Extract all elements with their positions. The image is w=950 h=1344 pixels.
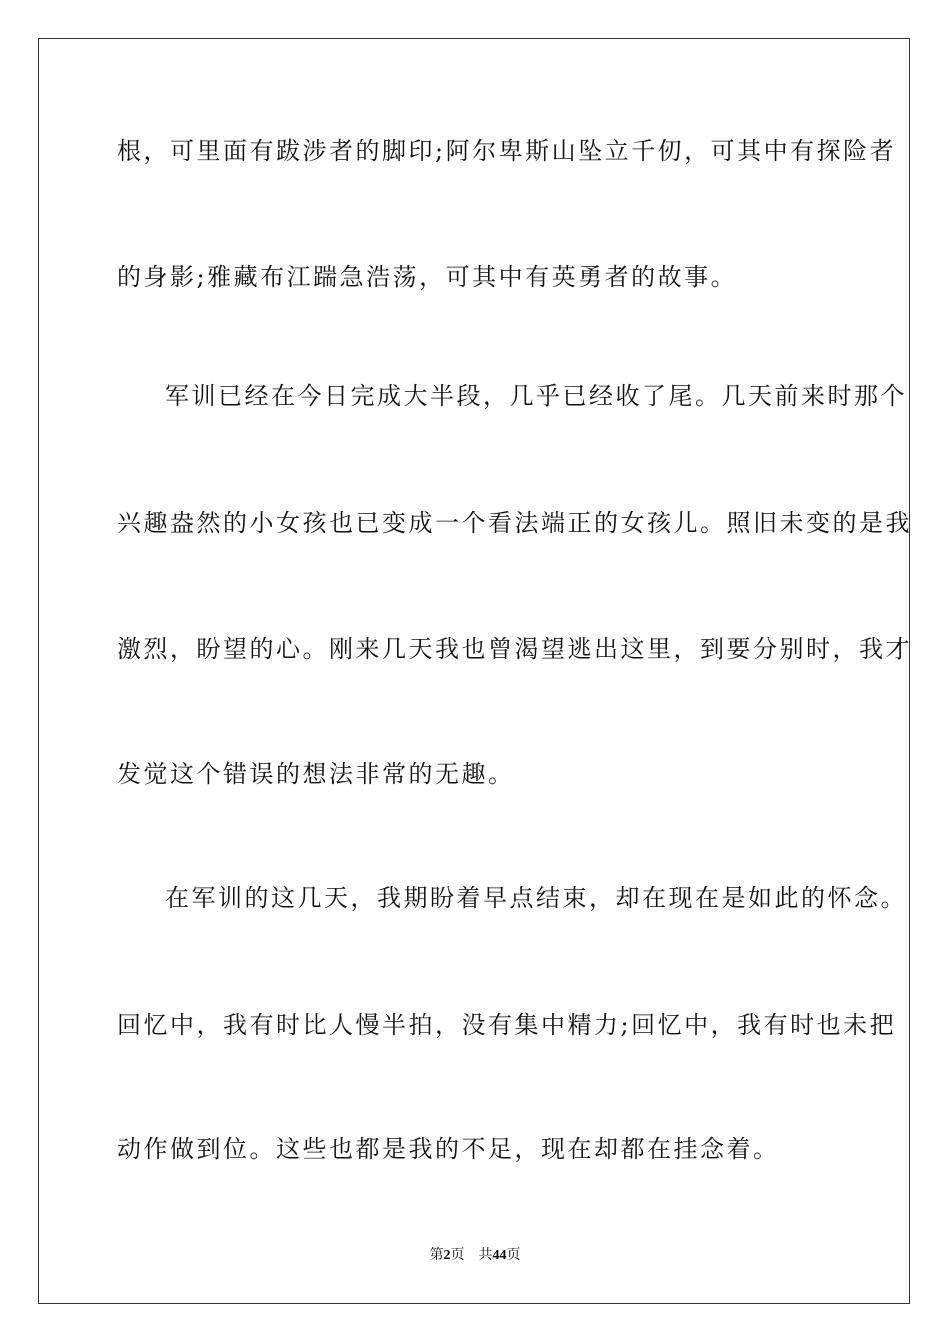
page-border <box>38 38 910 1304</box>
total-pages: 44 <box>492 1248 507 1263</box>
text-line-9: 动作做到位。这些也都是我的不足，现在却都在挂念着。 <box>117 1135 780 1163</box>
total-suffix: 页 <box>506 1248 521 1263</box>
text-line-7: 在军训的这几天，我期盼着早点结束，却在现在是如此的怀念。 <box>165 884 907 912</box>
total-prefix: 共 <box>478 1248 493 1263</box>
text-line-4: 兴趣盎然的小女孩也已变成一个看法端正的女孩儿。照旧未变的是我 <box>117 509 912 537</box>
page-footer <box>0 1247 950 1265</box>
page-prefix: 第 <box>429 1248 444 1263</box>
page-number: 2 <box>443 1248 451 1263</box>
text-line-6: 发觉这个错误的想法非常的无趣。 <box>117 760 515 788</box>
text-line-5: 激烈，盼望的心。刚来几天我也曾渴望逃出这里，到要分别时，我才 <box>117 635 912 663</box>
text-line-1: 根，可里面有跋涉者的脚印;阿尔卑斯山坠立千仞，可其中有探险者 <box>117 137 897 165</box>
page-suffix: 页 <box>450 1248 465 1263</box>
text-line-3: 军训已经在今日完成大半段，几乎已经收了尾。几天前来时那个 <box>165 382 907 410</box>
text-line-8: 回忆中，我有时比人慢半拍，没有集中精力;回忆中，我有时也未把 <box>117 1011 897 1039</box>
text-line-2: 的身影;雅藏布江踹急浩荡，可其中有英勇者的故事。 <box>117 263 738 291</box>
